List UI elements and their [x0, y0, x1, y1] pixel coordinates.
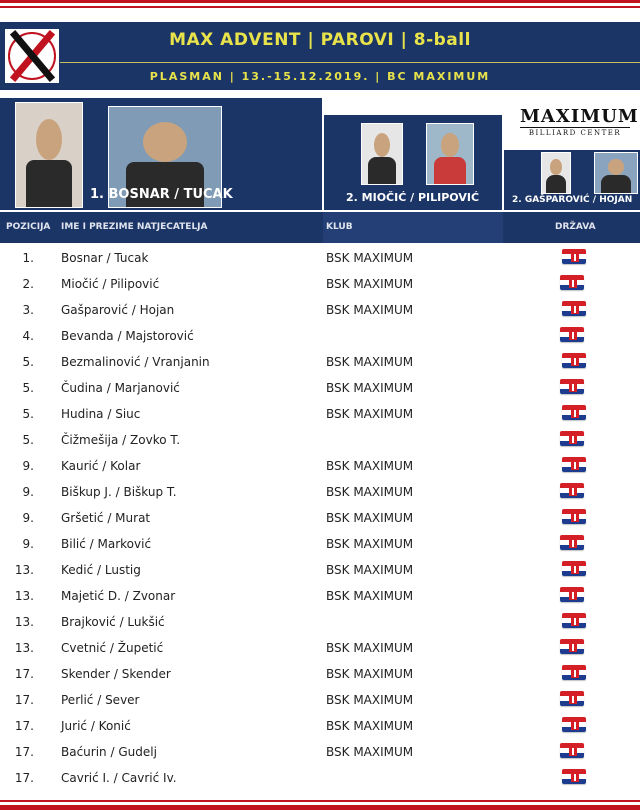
croatia-flag-icon [560, 379, 584, 394]
column-header-club: KLUB [326, 222, 353, 232]
table-row [0, 375, 640, 401]
table-row [0, 583, 640, 609]
table-row [0, 531, 640, 557]
row-position: 17. [14, 771, 34, 785]
croatia-flag-icon [562, 613, 586, 628]
row-team-name: Skender / Skender [61, 667, 171, 681]
row-team-name: Bilić / Marković [61, 537, 152, 551]
croatia-flag-icon [562, 457, 586, 472]
row-club: BSK MAXIMUM [326, 745, 414, 759]
table-row [0, 479, 640, 505]
row-team-name: Čižmešija / Zovko T. [61, 433, 181, 447]
row-position: 13. [14, 589, 34, 603]
row-team-name: Čudina / Marjanović [61, 381, 180, 395]
row-club: BSK MAXIMUM [326, 251, 414, 265]
croatia-flag-icon [560, 587, 584, 602]
table-row [0, 739, 640, 765]
row-position: 5. [22, 407, 34, 421]
row-team-name: Hudina / Siuc [61, 407, 141, 421]
croatia-flag-icon [562, 353, 586, 368]
row-team-name: Gašparović / Hojan [61, 303, 175, 317]
bottom-red-stripe [0, 800, 640, 802]
table-row [0, 713, 640, 739]
row-club: BSK MAXIMUM [326, 277, 414, 291]
row-team-name: Gršetić / Murat [61, 511, 151, 525]
table-row [0, 297, 640, 323]
croatia-flag-icon [562, 301, 586, 316]
column-header-name: IME I PREZIME NATJECATELJA [61, 222, 208, 232]
row-team-name: Cavrić I. / Cavrić Iv. [61, 771, 177, 785]
croatia-flag-icon [562, 717, 586, 732]
table-row [0, 687, 640, 713]
player-photo [541, 152, 571, 194]
table-row [0, 323, 640, 349]
podium-first-panel [0, 98, 322, 210]
bottom-red-stripe-thick [0, 805, 640, 810]
row-club: BSK MAXIMUM [326, 381, 414, 395]
row-club: BSK MAXIMUM [326, 693, 414, 707]
row-club: BSK MAXIMUM [326, 563, 414, 577]
row-position: 13. [14, 615, 34, 629]
croatia-flag-icon [562, 769, 586, 784]
maximum-brand-logo: MAXIMUM BILLIARD CENTER [520, 106, 639, 137]
table-row [0, 453, 640, 479]
croatia-flag-icon [560, 535, 584, 550]
row-position: 2. [22, 277, 34, 291]
podium-second-label: 2. MIOČIĆ / PILIPOVIĆ [346, 191, 480, 204]
row-team-name: Jurić / Konić [61, 719, 131, 733]
croatia-flag-icon [560, 639, 584, 654]
row-club: BSK MAXIMUM [326, 641, 414, 655]
row-position: 9. [22, 459, 34, 473]
table-row [0, 401, 640, 427]
row-position: 4. [22, 329, 34, 343]
row-team-name: Cvetnić / Župetić [61, 641, 164, 655]
podium-first-label: 1. BOSNAR / TUCAK [90, 187, 233, 202]
row-position: 17. [14, 693, 34, 707]
croatia-flag-icon [562, 665, 586, 680]
row-club: BSK MAXIMUM [326, 511, 414, 525]
row-club: BSK MAXIMUM [326, 589, 414, 603]
row-position: 9. [22, 485, 34, 499]
croatia-flag-icon [560, 431, 584, 446]
table-row [0, 245, 640, 271]
row-team-name: Miočić / Pilipović [61, 277, 160, 291]
row-position: 17. [14, 667, 34, 681]
page-title: MAX ADVENT | PAROVI | 8-ball [169, 30, 471, 50]
table-header [0, 212, 640, 243]
croatia-flag-icon [562, 405, 586, 420]
croatia-flag-icon [560, 743, 584, 758]
table-row [0, 505, 640, 531]
row-team-name: Perlić / Sever [61, 693, 140, 707]
table-row [0, 661, 640, 687]
column-header-country: DRŽAVA [555, 222, 596, 232]
player-photo [15, 102, 83, 208]
row-position: 13. [14, 563, 34, 577]
row-team-name: Bosnar / Tucak [61, 251, 149, 265]
table-row [0, 635, 640, 661]
table-row [0, 349, 640, 375]
row-position: 5. [22, 381, 34, 395]
croatia-flag-icon [560, 275, 584, 290]
page-subtitle: PLASMAN | 13.-15.12.2019. | BC MAXIMUM [149, 70, 491, 83]
row-club: BSK MAXIMUM [326, 667, 414, 681]
table-row [0, 765, 640, 791]
table-row [0, 609, 640, 635]
row-club: BSK MAXIMUM [326, 355, 414, 369]
row-team-name: Kaurić / Kolar [61, 459, 141, 473]
row-position: 5. [22, 433, 34, 447]
row-position: 1. [22, 251, 34, 265]
podium-second-panel [324, 115, 502, 210]
row-team-name: Kedić / Lustig [61, 563, 141, 577]
column-header-position: POZICIJA [6, 222, 51, 232]
table-row [0, 271, 640, 297]
croatia-flag-icon [562, 249, 586, 264]
croatia-flag-icon [562, 561, 586, 576]
row-team-name: Biškup J. / Biškup T. [61, 485, 177, 499]
row-club: BSK MAXIMUM [326, 407, 414, 421]
row-position: 13. [14, 641, 34, 655]
row-position: 9. [22, 511, 34, 525]
row-club: BSK MAXIMUM [326, 537, 414, 551]
row-position: 17. [14, 745, 34, 759]
row-club: BSK MAXIMUM [326, 485, 414, 499]
logo-icon [5, 29, 59, 83]
row-position: 3. [22, 303, 34, 317]
player-photo [361, 123, 403, 185]
top-red-stripe-thin [0, 6, 640, 8]
row-position: 9. [22, 537, 34, 551]
row-club: BSK MAXIMUM [326, 459, 414, 473]
croatia-flag-icon [560, 691, 584, 706]
player-photo [426, 123, 474, 185]
row-club: BSK MAXIMUM [326, 303, 414, 317]
croatia-flag-icon [562, 509, 586, 524]
row-team-name: Bevanda / Majstorović [61, 329, 194, 343]
header-divider [60, 62, 640, 63]
row-team-name: Bezmalinović / Vranjanin [61, 355, 210, 369]
row-club: BSK MAXIMUM [326, 719, 414, 733]
podium-third-panel [504, 150, 640, 210]
table-row [0, 427, 640, 453]
row-team-name: Baćurin / Gudelj [61, 745, 157, 759]
row-team-name: Majetić D. / Zvonar [61, 589, 176, 603]
table-row [0, 557, 640, 583]
croatia-flag-icon [560, 483, 584, 498]
podium-third-label: 2. GAŠPAROVIĆ / HOJAN [512, 195, 633, 205]
player-photo [594, 152, 638, 194]
row-team-name: Brajković / Lukšić [61, 615, 165, 629]
row-position: 17. [14, 719, 34, 733]
row-position: 5. [22, 355, 34, 369]
croatia-flag-icon [560, 327, 584, 342]
